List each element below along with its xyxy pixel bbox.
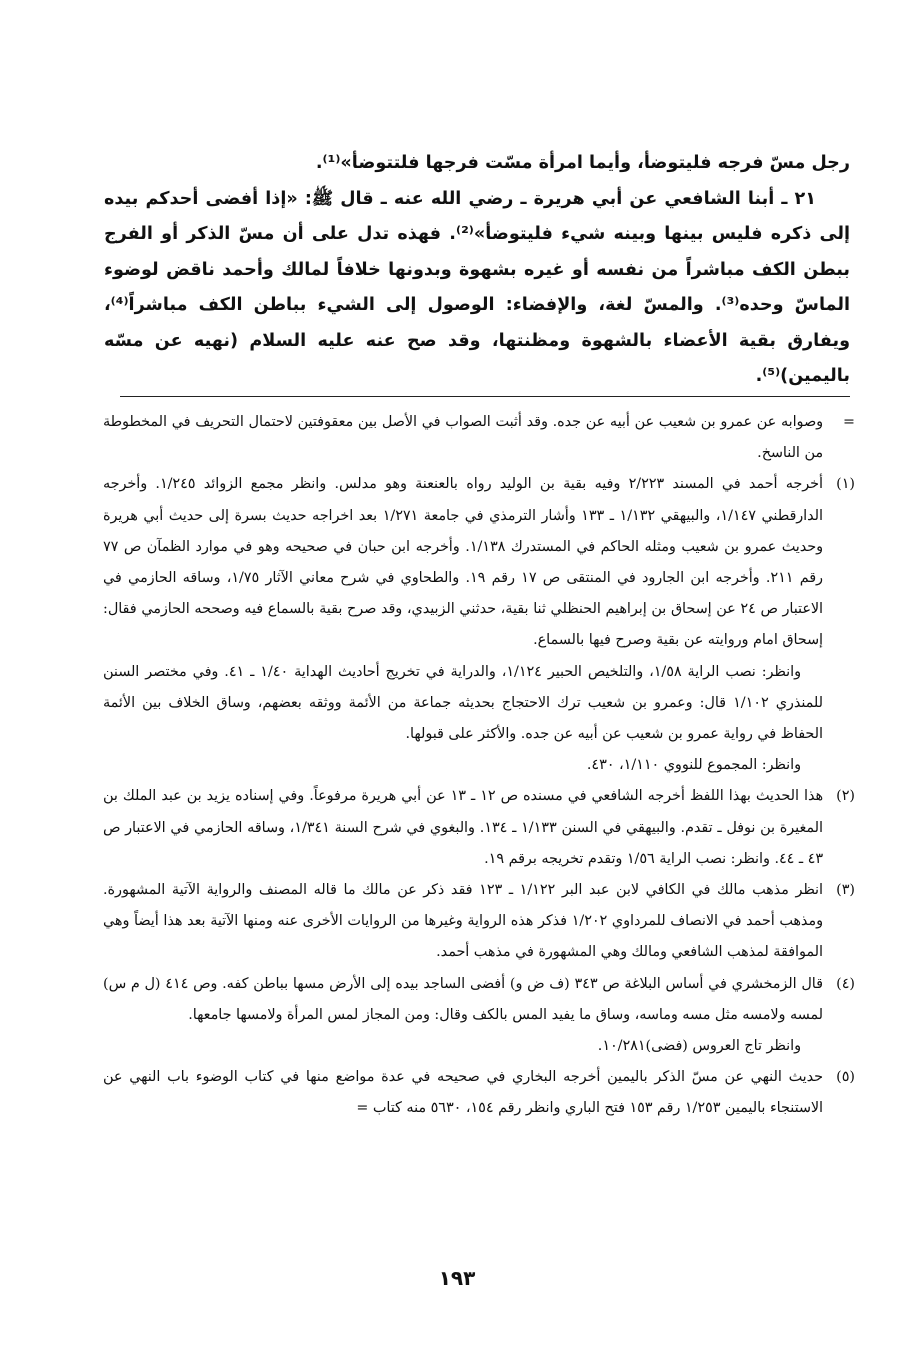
footnote-marker: (٣) — [836, 882, 855, 899]
footnotes — [103, 407, 855, 1125]
footnote-text: وانظر: نصب الراية ١/٥٨، والتلخيص الحبير ١/١٢٤، والدراية في تخريج أحاديث الهداية ١/٤٠ ـ ٤١. وفي مختصر السنن للمنذري ١/١٠٢ قال: وعمرو بن شعيب ترك الاحتجاج بحديثه جماعة من الأئمة ووثقه بعضهم، وساق الخلاف بين الأئمة الحفاظ في رواية عمرو بن شعيب عن أبيه عن جده. والأكثر على قبولها. — [103, 663, 824, 743]
footnote-marker: (٥) — [836, 1069, 855, 1086]
footnote-separator — [120, 396, 850, 397]
main-text — [104, 146, 850, 395]
main-paragraph: ٢١ ـ أبنا الشافعي عن أبي هريرة ـ رضي الله عنه ـ قال ﷺ: «إذا أفضى أحدكم بيده إلى ذكره فليس بينها وبينه شيء فليتوضأ»⁽²⁾. فهذه تدل على أن مسّ الذكر أو الفرج ببطن الكف مباشراً من نفسه أو غيره بشهوة وبدونها خلافاً لمالك وأحمد ناقض لوضوء الماسّ وحده⁽³⁾. والمسّ لغة، والإفضاء: الوصول إلى الشيء بباطن الكف مباشراً⁽⁴⁾، ويفارق بقية الأعضاء بالشهوة ومظنتها، وقد صح عنه عليه السلام (نهيه عن مسّه باليمين)⁽⁵⁾. — [104, 188, 850, 386]
footnote-text: قال الزمخشري في أساس البلاغة ص ٣٤٣ (ف ض و) أفضى الساجد بيده إلى الأرض مسها بباطن كفه. وص ٤١٤ (ل م س) لمسه ولامسه مثل مسه وماسه، وساق ما يفيد المس بالكف وقال: ومن المجاز لمس المرأة ولامسها جامعها. — [103, 975, 823, 1023]
footnote-2 — [103, 781, 855, 875]
footnote-4 — [103, 969, 855, 1063]
footnote-text: حديث النهي عن مسّ الذكر باليمين أخرجه البخاري في صحيحه في عدة مواضع منها في كتاب الوضوء باب النهي عن الاستنجاء باليمين ١/٢٥٣ رقم ١٥٣ فتح الباري وانظر رقم ١٥٤، ٥٦٣٠ منه كتاب = — [103, 1069, 823, 1117]
footnote-text: وانظر تاج العروس (فضى)١٠/٢٨١. — [597, 1038, 801, 1055]
footnote-1 — [103, 469, 855, 781]
page-number: ١٩٣ — [438, 1266, 476, 1290]
footnote-continued — [103, 407, 855, 469]
footnote-text: أخرجه أحمد في المسند ٢/٢٢٣ وفيه بقية بن الوليد رواه بالعنعنة وهو مدلس. وانظر مجمع الزوائد ١/٢٤٥. وأخرجه الدارقطني ١/١٤٧، والبيهقي ١/١٣٢ ـ ١٣٣ وأشار الترمذي في جامعة ١/٢٧١ بعد اخراجه حديث بسرة إلى حديث أبي هريرة وحديث عمرو بن شعيب ومثله الحاكم في المستدرك ١/١٣٨. وأخرجه ابن حبان في صحيحه وهو في موارد الظمآن ص ٧٧ رقم ٢١١. وأخرجه ابن الجارود في المنتقى ص ١٧ رقم ١٩. والطحاوي في شرح معاني الآثار ١/٧٥، وساقه الحازمي في الاعتبار ص ٢٤ عن إسحاق بن إبراهيم الحنظلي ثنا بقية، حدثني الزبيدي، وقد صرح بقية بالسماع فيه وصححه الحازمي فقال: إسحاق امام وروايته عن بقية وصرح فيها بالسماع. — [103, 476, 823, 649]
footnote-text: وصوابه عن عمرو بن شعيب عن أبيه عن جده. وقد أثبت الصواب في الأصل بين معقوفتين لاحتمال التحريف في المخطوطة من الناسخ. — [103, 414, 823, 462]
footnote-5 — [103, 1062, 855, 1124]
footnote-text: هذا الحديث بهذا اللفظ أخرجه الشافعي في مسنده ص ١٢ ـ ١٣ عن أبي هريرة مرفوعاً. وفي إسناده يزيد بن عبد الملك بن المغيرة بن نوفل ـ تقدم. والبيهقي في السنن ١/١٣٣ ـ ١٣٤. والبغوي في شرح السنة ١/٣٤١، وساقه الحازمي في الاعتبار ص ٤٣ ـ ٤٤. وانظر: نصب الراية ١/٥٦ وتقدم تخريجه برقم ١٩. — [103, 788, 823, 867]
footnote-text: انظر مذهب مالك في الكافي لابن عبد البر ١/١٢٢ ـ ١٢٣ فقد ذكر عن مالك ما قاله المصنف والرواية الآتية المشهورة. ومذهب أحمد في الانصاف للمرداوي ١/٢٠٢ فذكر هذه الرواية وغيرها من الروايات الأخرى عنه ومنها الآتية بعد هذا أيضاً وهي الموافقة لمذهب الشافعي ومالك وهي المشهورة في مذهب أحمد. — [103, 882, 824, 961]
footnote-marker: (٤) — [836, 975, 855, 992]
footnote-marker: = — [843, 414, 855, 430]
footnote-marker: (١) — [836, 476, 855, 493]
main-paragraph: رجل مسّ فرجه فليتوضأ، وأيما امرأة مسّت فرجها فلتتوضأ»⁽¹⁾. — [315, 153, 850, 173]
footnote-marker: (٢) — [836, 788, 855, 805]
footnote-text: وانظر: المجموع للنووي ١/١١٠، ٤٣٠. — [586, 757, 801, 774]
footnote-3 — [103, 875, 855, 969]
